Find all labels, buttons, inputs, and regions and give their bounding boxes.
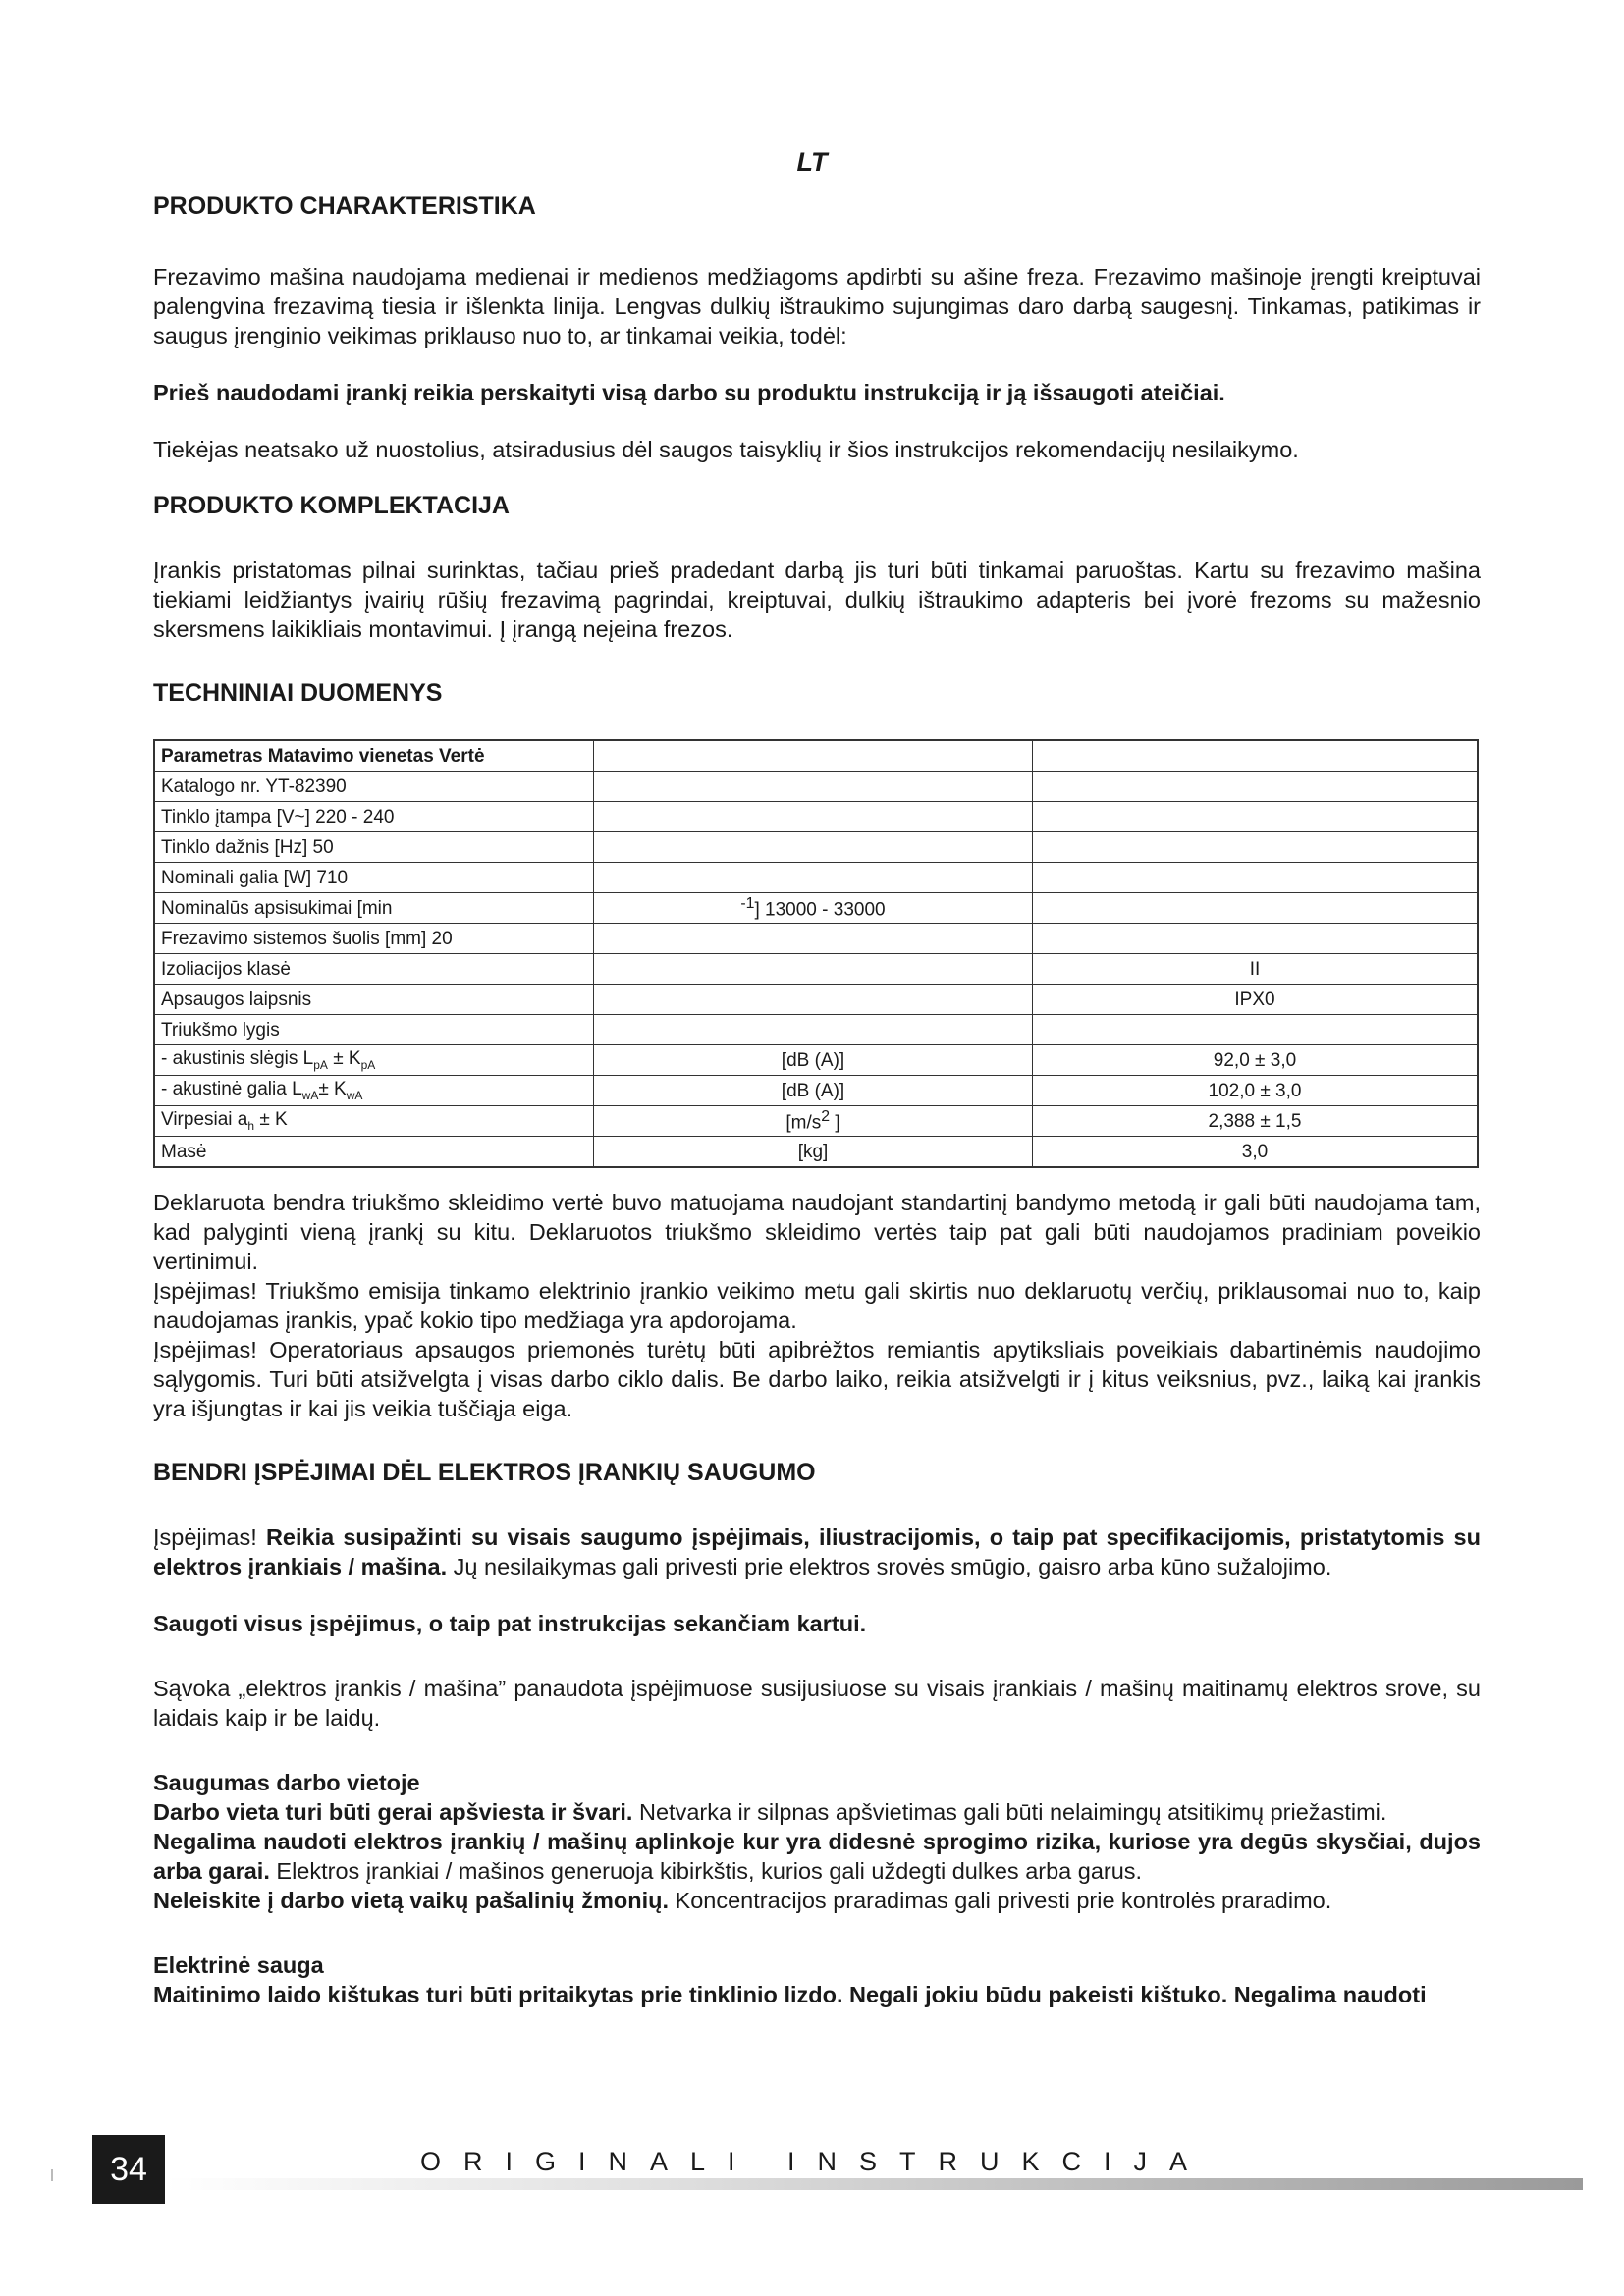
paragraph [153,1886,1481,1915]
section-title-characteristics: PRODUKTO CHARAKTERISTIKA [153,192,536,220]
table-row [154,802,1478,832]
table-cell [1033,1015,1479,1045]
table-header-cell: Parametras Matavimo vienetas Vertė [154,740,594,772]
table-row [154,1137,1478,1168]
language-code: LT [796,147,828,177]
section-title-safety: BENDRI ĮSPĖJIMAI DĖL ELEKTROS ĮRANKIŲ SAUGUMO [153,1459,816,1486]
tech-data-table [153,739,1479,1168]
bold-text: Saugumas darbo vietoje [153,1770,420,1795]
table-cell: 102,0 ± 3,0 [1033,1076,1479,1106]
table-cell [594,772,1033,802]
bold-text: Darbo vieta turi būti gerai apšviesta ir švari. [153,1799,633,1825]
cell-text: ] 13000 - 33000 [754,899,886,921]
table-row [154,1015,1478,1045]
footer-gradient-bar [165,2178,1583,2190]
table-cell: Katalogo nr. YT-82390 [154,772,594,802]
paragraph [153,1522,1481,1581]
table-cell [154,1076,594,1106]
table-cell: Frezavimo sistemos šuolis [mm] 20 [154,924,594,954]
cell-text: Virpesiai a [161,1109,248,1131]
table-cell: IPX0 [1033,985,1479,1015]
footer-title: ORIGINALI INSTRUKCIJA [420,2147,1211,2176]
bold-text: Saugoti visus įspėjimus, o taip pat instrukcijas sekančiam kartui. [153,1611,867,1636]
table-cell [594,924,1033,954]
text: Įspėjimas! [153,1524,266,1550]
table-cell [1033,832,1479,863]
table-row [154,1076,1478,1106]
cell-text: ± K [254,1109,288,1131]
subscript: pA [360,1057,376,1072]
table-cell: Tinklo dažnis [Hz] 50 [154,832,594,863]
table-cell: Apsaugos laipsnis [154,985,594,1015]
bold-text: Reikia susipažinti su visais saugumo įspėjimais, iliustracijomis, o taip pat specifikacijomis, pristatytomis su elektros įrankiais / mašina. [153,1524,1481,1579]
table-cell: Masė [154,1137,594,1168]
superscript: 2 [821,1108,831,1126]
paragraph-bold [153,1609,1481,1638]
table-cell [154,1106,594,1137]
subscript: wA [346,1088,363,1102]
paragraph [153,1980,1481,2009]
table-cell: 2,388 ± 1,5 [1033,1106,1479,1137]
paragraph-bold [153,378,1481,407]
subscript: h [247,1118,255,1133]
table-row [154,1045,1478,1076]
bold-text: Elektrinė sauga [153,1952,324,1978]
paragraph [153,1827,1481,1886]
table-cell: II [1033,954,1479,985]
table-cell [594,1106,1033,1137]
paragraph: Įspėjimas! Triukšmo emisija tinkamo elektrinio įrankio veikimo metu gali skirtis nuo deklaruotų verčių, priklausomai nuo to, kaip naudojamas įrankis, ypač kokio tipo medžiaga yra apdorojama. [153,1278,1481,1333]
paragraph: Frezavimo mašina naudojama medienai ir medienos medžiagoms apdirbti su ašine freza. Frezavimo mašinoje įrengti kreiptuvai palengvina frezavimą tiesia ir išlenkta linija. Lengvas dulkių ištraukimo sujungimas daro darbą saugesnį. Tinkamas, patikimas ir saugus įrenginio veikimas priklauso nuo to, ar tinkamai veikia, todėl: [153,264,1481,348]
table-cell [1033,740,1479,772]
table-cell: Triukšmo lygis [154,1015,594,1045]
paragraph: Tiekėjas neatsako už nuostolius, atsiradusius dėl saugos taisyklių ir šios instrukcijos rekomendacijų nesilaikymo. [153,437,1299,462]
text: Elektros įrankiai / mašinos generuoja kibirkštis, kurios gali uždegti dulkes arba garus. [269,1858,1143,1884]
table-row [154,1106,1478,1137]
table-row [154,832,1478,863]
table-row [154,924,1478,954]
section-title-tech: TECHNINIAI DUOMENYS [153,679,443,707]
table-cell [594,863,1033,893]
cell-text: - akustinis slėgis L [161,1048,314,1070]
table-cell: Tinklo įtampa [V~] 220 - 240 [154,802,594,832]
table-cell [154,1045,594,1076]
table-cell [594,832,1033,863]
table-cell: 3,0 [1033,1137,1479,1168]
table-row [154,772,1478,802]
table-cell: 92,0 ± 3,0 [1033,1045,1479,1076]
cell-text: - akustinė galia L [161,1079,302,1100]
page-number: 34 [92,2135,165,2204]
bold-text: Maitinimo laido kištukas turi būti pritaikytas prie tinklinio lizdo. Negali jokiu būdu pakeisti kištuko. Negalima naudoti [153,1982,1427,2007]
subsection-title-electric [153,1950,1481,1980]
superscript: -1 [740,895,755,913]
section-title-kit: PRODUKTO KOMPLEKTACIJA [153,492,510,519]
subscript: wA [301,1088,319,1102]
table-row [154,893,1478,924]
paragraph [153,1797,1481,1827]
table-cell: Nominali galia [W] 710 [154,863,594,893]
cell-text: ± K [318,1079,347,1100]
table-cell [594,954,1033,985]
text: Netvarka ir silpnas apšvietimas gali būti nelaimingų atsitikimų priežastimi. [632,1799,1387,1825]
table-row [154,985,1478,1015]
table-cell: [dB (A)] [594,1045,1033,1076]
paragraph: Deklaruota bendra triukšmo skleidimo vertė buvo matuojama naudojant standartinį bandymo metodą ir gali būti naudojama tam, kad palyginti vieną įrankį su kitu. Deklaruotos triukšmo skleidimo vertės taip pat gali būti naudojamos pradiniam poveikio vertinimui. [153,1190,1481,1274]
paragraph: Įrankis pristatomas pilnai surinktas, tačiau prieš pradedant darbą jis turi būti tinkamai paruoštas. Kartu su frezavimo mašina tiekiami leidžiantys įvairių rūšių frezavimą pagrindai, kreiptuvai, dulkių ištraukimo adapteris bei įvorė frezoms su mažesnio skersmens laikikliais montavimui. Į įrangą neįeina frezos. [153,558,1481,642]
bold-text: Neleiskite į darbo vietą vaikų pašalinių žmonių. [153,1888,669,1913]
subscript: pA [313,1057,328,1072]
table-cell [594,740,1033,772]
table-cell [1033,863,1479,893]
table-cell [1033,772,1479,802]
table-cell [594,893,1033,924]
paragraph: Sąvoka „elektros įrankis / mašina” panaudota įspėjimuose susijusiuose su visais įrankiais / mašinų maitinamų elektros srove, su laidais kaip ir be laidų. [153,1676,1481,1731]
table-cell [594,802,1033,832]
table-cell: Izoliacijos klasė [154,954,594,985]
table-cell [1033,802,1479,832]
paragraph: Įspėjimas! Operatoriaus apsaugos priemonės turėtų būti apibrėžtos remiantis apytiksliais poveikiais dabartinėmis naudojimo sąlygomis. Turi būti atsižvelgta į visas darbo ciklo dalis. Be darbo laiko, reikia atsižvelgti ir į kitus veiksnius, pvz., laiką kai įrankis yra išjungtas ir kai jis veikia tuščiąja eiga. [153,1337,1481,1421]
bold-text: Negalima naudoti elektros įrankių / mašinų aplinkoje kur yra didesnė sprogimo rizika, kuriose yra degūs skysčiai, dujos arba garai. [153,1829,1481,1884]
bold-text: Prieš naudodami įrankį reikia perskaityti visą darbo su produktu instrukciją ir ją išsaugoti ateičiai. [153,380,1225,405]
cell-text: ] [830,1112,840,1134]
table-cell: [dB (A)] [594,1076,1033,1106]
table-cell [594,1015,1033,1045]
table-cell [1033,893,1479,924]
text: Koncentracijos praradimas gali privesti prie kontrolės praradimo. [669,1888,1332,1913]
page-content [153,192,1481,2009]
page-footer [0,2135,1624,2204]
cell-text: ± K [327,1048,361,1070]
cell-text: [m/s [785,1112,822,1134]
table-row [154,954,1478,985]
subsection-title-workplace [153,1768,1481,1797]
table-cell [1033,924,1479,954]
table-row [154,863,1478,893]
table-row [154,740,1478,772]
table-cell [594,985,1033,1015]
text: Jų nesilaikymas gali privesti prie elektros srovės smūgio, gaisro arba kūno sužalojimo. [447,1554,1332,1579]
table-cell: Nominalūs apsisukimai [min [154,893,594,924]
table-cell: [kg] [594,1137,1033,1168]
